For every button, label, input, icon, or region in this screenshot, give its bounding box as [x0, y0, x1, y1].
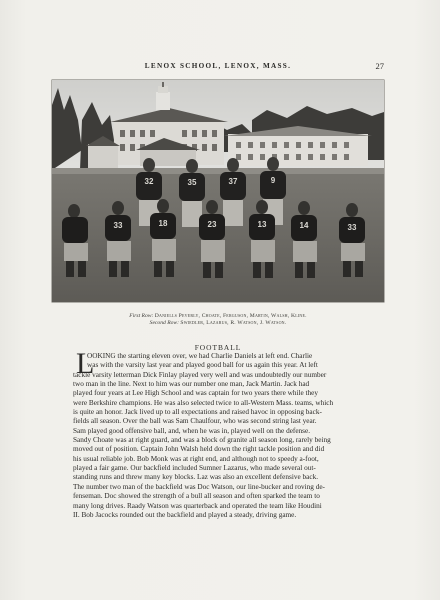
- article-line: many long drives. Raady Watson was quarterback and operated the team like Houdini: [73, 501, 322, 510]
- article-line: is quite an honor. Jack lived up to all expectations and raised havoc in opposing back-: [73, 408, 322, 417]
- article-line: II. Bob Jacocks rounded out the backfield and played a steady, driving game.: [73, 510, 297, 519]
- header-title: LENOX SCHOOL, LENOX, MASS.: [144, 62, 292, 70]
- caption-row-names: Daniells Peverly, Choate, Ferguson, Martin, Walsh, Kline.: [154, 313, 307, 319]
- caption-row-label: First Row:: [129, 313, 154, 319]
- drop-cap: L: [76, 347, 95, 380]
- article-line: moved out of position. Captain John Walsh held down the right tackle position and did: [73, 445, 325, 454]
- article-title: FOOTBALL: [194, 343, 242, 352]
- jersey-number: 33: [113, 221, 123, 230]
- article-line: OOKING the starting eleven over, we had Charlie Daniels at left end. Charlie: [87, 352, 313, 360]
- photo-caption-second-row: [52, 320, 384, 327]
- running-header: [52, 62, 384, 76]
- article-line: fields all season. Over the ball was Sam Chaulfour, who was second string last year.: [73, 417, 317, 426]
- article-line: fenseman. Doc showed the strength of a bull all season and often sparked the team to: [73, 492, 320, 501]
- article-line: two man in the line. Next to him was our number one man, Jack Martin. Jack had: [73, 380, 310, 389]
- caption-row-names: Swiedler, Lazarus, R. Watson, J. Watson.: [180, 320, 287, 326]
- article-line: The number two man of the backfield was Doc Watson, our line-bucker and roving de-: [73, 482, 325, 491]
- article-line: Sandy Choate was at right guard, and was a block of granite all season long, rarely being: [73, 436, 331, 445]
- jersey-number: 37: [228, 177, 238, 186]
- jersey-number: 35: [187, 178, 197, 187]
- jersey-number: 33: [347, 223, 357, 232]
- photo-caption-first-row: [52, 313, 384, 320]
- jersey-number: 9: [270, 176, 276, 185]
- team-photo: [52, 80, 384, 302]
- article-line: played four years at Lee High School and was captain for two years there while they: [73, 389, 319, 398]
- article-line: tackle varsity letterman Dick Finlay played very well and was undoubtedly our number: [73, 370, 327, 379]
- jersey-number: 14: [299, 221, 309, 230]
- article-line: Sam played good offensive ball, and, when he was in, played well on the defense.: [73, 426, 311, 435]
- article-line: was with the varsity last year and played good ball for us again this year. At left: [87, 361, 318, 370]
- article-line: were Berkshire champions. He was also selected twice to all-Western Mass. teams, which: [73, 398, 334, 407]
- jersey-number: 32: [144, 177, 154, 186]
- jersey-number: 13: [257, 220, 267, 229]
- article-line: his usual reliable job. Bob Monk was at right end, and although not to speedy a-foot,: [73, 454, 319, 463]
- caption-row-label: Second Row:: [149, 320, 179, 326]
- team-photo-image: [52, 80, 384, 302]
- jersey-number: 18: [158, 219, 168, 228]
- page-number: 27: [375, 61, 384, 71]
- article-line: standing runs and threw many key blocks. Laz was also an excellent defensive back.: [73, 473, 319, 482]
- article-line: played a fair game. Our backfield included Sumner Lazarus, who made several out-: [73, 464, 316, 473]
- jersey-number: 23: [207, 220, 217, 229]
